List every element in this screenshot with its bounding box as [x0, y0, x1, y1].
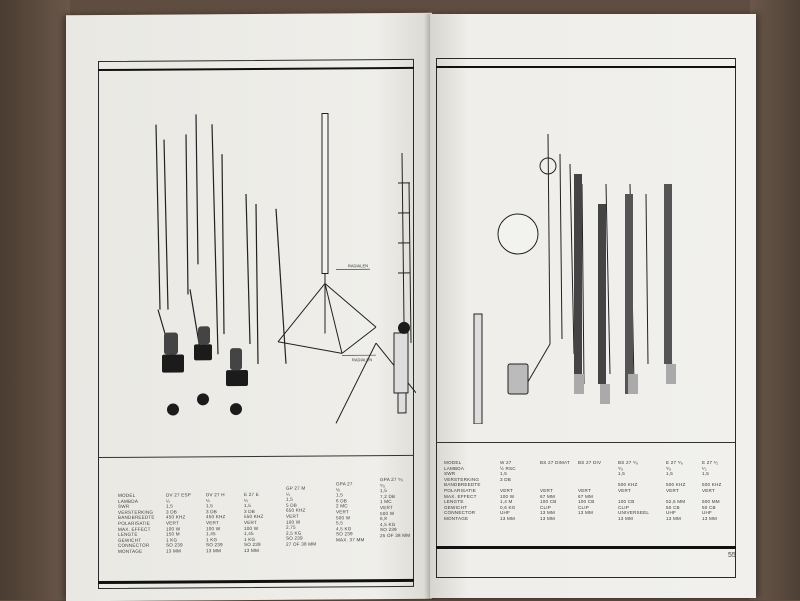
- book-left-page: [66, 13, 432, 601]
- spec-value: 450 KHZ: [206, 515, 226, 521]
- desk-surface-right: [750, 0, 800, 600]
- model-name: GP 27 M: [286, 486, 316, 492]
- spec-label: SWR: [118, 504, 155, 510]
- spec-value: SO 239: [286, 536, 316, 542]
- spec-value: ¼: [244, 497, 264, 503]
- spec-value: 500 KHZ: [618, 482, 649, 488]
- spec-value: 13 MM: [578, 510, 601, 516]
- spec-label: MONTAGE: [444, 516, 481, 522]
- spec-value: SO 239: [336, 532, 365, 538]
- spec-value: SO 239: [380, 527, 410, 533]
- spec-value: 100 W: [206, 526, 226, 532]
- spec-value: 100 CB: [578, 499, 601, 505]
- spec-value: UNIVERSEEL: [618, 510, 649, 516]
- spec-value: 1 KG: [244, 537, 264, 543]
- spec-value: 1,45: [244, 531, 264, 537]
- model-name: BS 27 DIMAT: [540, 460, 570, 466]
- spec-value: CLIP: [578, 505, 601, 511]
- spec-value: UHF: [500, 510, 516, 516]
- spec-label: MAX. EFFECT: [444, 494, 481, 500]
- spec-label: GEWICHT: [118, 537, 155, 543]
- spec-value: VERT: [666, 488, 686, 494]
- spec-value: 1,5: [500, 471, 516, 477]
- spec-value: 6,8: [380, 516, 410, 522]
- spec-value: UHF: [702, 510, 722, 516]
- spec-value: 13 MM: [206, 548, 226, 554]
- spec-value: 52,5 MM: [666, 499, 686, 505]
- spec-value: VERT: [578, 488, 601, 494]
- spec-value: 1,4 M: [500, 499, 516, 505]
- right-top-rule: [436, 66, 736, 68]
- spec-value: 6 DB: [336, 498, 365, 504]
- spec-value: MAX. 37 MM: [336, 537, 365, 543]
- antenna-illustration-left: [126, 93, 416, 435]
- spec-value: 67 MM: [540, 494, 570, 500]
- spec-value: 13 MM: [702, 516, 722, 522]
- spec-value: [578, 516, 601, 522]
- spec-value: 13 MM: [618, 516, 649, 522]
- spec-value: 100 W: [166, 526, 191, 532]
- spec-value: 67 MM: [578, 494, 601, 500]
- spec-value: 7,2 DB: [380, 494, 410, 500]
- spec-value: VERT: [540, 488, 570, 494]
- spec-value: 13 MM: [500, 516, 516, 522]
- spec-value: 1,5: [666, 471, 686, 477]
- spec-label: CONNECTOR: [118, 543, 155, 549]
- spec-value: VERT: [500, 488, 516, 494]
- right-bottom-rule: [436, 546, 736, 549]
- spec-value: 1 KG: [206, 537, 226, 543]
- spec-value: ⁵⁄₈: [618, 466, 649, 472]
- spec-label: SWR: [444, 471, 481, 477]
- model-name: W 27: [500, 460, 516, 466]
- spec-value: VERT: [206, 520, 226, 526]
- model-name: E 27 ⁵⁄₈: [666, 460, 686, 466]
- model-name: E 27 E: [244, 492, 264, 498]
- spec-value: 100 W: [244, 525, 264, 531]
- spec-value: 50 CB: [666, 505, 686, 511]
- spec-value: CLIP: [618, 505, 649, 511]
- spec-value: 2,5 KG: [286, 530, 316, 536]
- spec-label: MONTAGE: [118, 549, 155, 555]
- spec-value: 550 KHZ: [244, 514, 264, 520]
- spec-value: VERT: [380, 505, 410, 511]
- antenna-illustration-right: [470, 124, 730, 424]
- spec-value: 2 MC: [336, 504, 365, 510]
- spec-value: 5 DB: [286, 502, 316, 508]
- spec-value: 500 KHZ: [702, 482, 722, 488]
- spec-value: 1,5: [702, 471, 722, 477]
- spec-value: 3 DB: [244, 509, 264, 515]
- spec-value: 650 KHZ: [286, 508, 316, 514]
- spec-value: 1 KG: [166, 537, 191, 543]
- spec-value: ⁵⁄₈: [380, 482, 410, 488]
- spec-value: 1,5: [336, 492, 365, 498]
- spec-value: 500 W: [336, 515, 365, 521]
- spec-value: 1,5: [206, 503, 226, 509]
- model-name: DV 27 ESP: [166, 492, 191, 498]
- radialen-label-1: RADIALEN: [348, 263, 368, 268]
- spec-label: BANDBREEDTE: [118, 515, 155, 521]
- spec-value: 5,5: [336, 520, 365, 526]
- spec-value: 13 MM: [244, 548, 264, 554]
- spec-value: SO 239: [166, 543, 191, 549]
- spec-value: 0,6 KG: [500, 505, 516, 511]
- spec-value: 27 OF 38 MM: [286, 541, 316, 547]
- spec-label: VERSTERKING: [444, 477, 481, 483]
- spec-label: LAMBDA: [444, 466, 481, 472]
- spec-label: POLARISATIE: [118, 521, 155, 527]
- spec-value: VERT: [166, 520, 191, 526]
- spec-label: MODEL: [118, 493, 155, 499]
- spec-value: 1,5: [244, 503, 264, 509]
- collinear-antenna: [388, 153, 418, 423]
- spec-value: VERT: [244, 520, 264, 526]
- spec-value: 3 DB: [500, 477, 516, 483]
- spec-label: VERSTERKING: [118, 509, 155, 515]
- spec-value: VERT: [702, 488, 722, 494]
- spec-label: GEWICHT: [444, 505, 481, 511]
- spec-value: 13 MM: [166, 548, 191, 554]
- spec-value: ¼: [286, 491, 316, 497]
- spec-value: SO 239: [244, 542, 264, 548]
- spec-value: 25 OF 38 MM: [380, 533, 410, 539]
- spec-value: 2,75: [286, 525, 316, 531]
- right-spec-divider: [436, 442, 736, 443]
- spec-value: 1 MC: [380, 499, 410, 505]
- spec-value: 13 MM: [666, 516, 686, 522]
- spec-value: 100 CB: [618, 499, 649, 505]
- spec-value: 1,5: [286, 497, 316, 503]
- page-number: 55: [728, 552, 736, 559]
- spec-value: 500 KHZ: [666, 482, 686, 488]
- spec-value: 3 DB: [166, 509, 191, 515]
- spec-value: ¼: [166, 498, 191, 504]
- spec-value: 100 CB: [540, 499, 570, 505]
- spec-value: UHF: [666, 510, 686, 516]
- book-right-page: [430, 14, 756, 598]
- spec-label: CONNECTOR: [444, 510, 481, 516]
- model-name: GPA 27 ⁵⁄₈: [380, 477, 410, 483]
- model-name: DV 27 H: [206, 492, 226, 498]
- model-name: BS 27 DIV: [578, 460, 601, 466]
- spec-value: VERT: [336, 509, 365, 515]
- spec-value: 500 MM: [702, 499, 722, 505]
- spec-value: 4,5 KG: [336, 526, 365, 532]
- spec-value: 450 KHZ: [166, 515, 191, 521]
- spec-value: 100 W: [286, 519, 316, 525]
- spec-value: CLIP: [540, 505, 570, 511]
- spec-value: 1,5: [380, 488, 410, 494]
- spec-value: VERT: [286, 513, 316, 519]
- spec-label: MAX. EFFECT: [118, 526, 155, 532]
- spec-value: 150 M: [166, 532, 191, 538]
- spec-value: 13 MM: [540, 510, 570, 516]
- spec-label: MODEL: [444, 460, 481, 466]
- spec-value: 4,5 KG: [380, 522, 410, 528]
- model-name: E 27 ¹⁄₂: [702, 460, 722, 466]
- spec-value: VERT: [618, 488, 649, 494]
- radialen-label-2: RADIALEN: [352, 357, 372, 362]
- model-name: GPA 27: [336, 481, 365, 487]
- spec-label: LENGTE: [444, 499, 481, 505]
- spec-value: 3 DB: [206, 509, 226, 515]
- spec-value: 13 MM: [540, 516, 570, 522]
- desk-surface-left: [0, 0, 70, 600]
- spec-label: LENGTE: [118, 532, 155, 538]
- spec-value: SO 239: [206, 543, 226, 549]
- spec-value: ¹⁄₂: [702, 466, 722, 472]
- spec-value: ⁵⁄₈: [666, 466, 686, 472]
- spec-value: 1,45: [206, 531, 226, 537]
- spec-label: POLARISATIE: [444, 488, 481, 494]
- spec-value: ¼: [206, 498, 226, 504]
- spec-value: 1,5: [618, 471, 649, 477]
- spec-value: ½ RSC: [500, 466, 516, 472]
- spec-value: ½: [336, 487, 365, 493]
- model-name: BS 27 ⁵⁄₈: [618, 460, 649, 466]
- spec-label: LAMBDA: [118, 498, 155, 504]
- spec-value: 500 W: [380, 510, 410, 516]
- spec-value: 50 CB: [702, 505, 722, 511]
- spec-value: 100 W: [500, 494, 516, 500]
- spec-value: 1,5: [166, 504, 191, 510]
- spec-label: BANDBREEDTE: [444, 482, 481, 488]
